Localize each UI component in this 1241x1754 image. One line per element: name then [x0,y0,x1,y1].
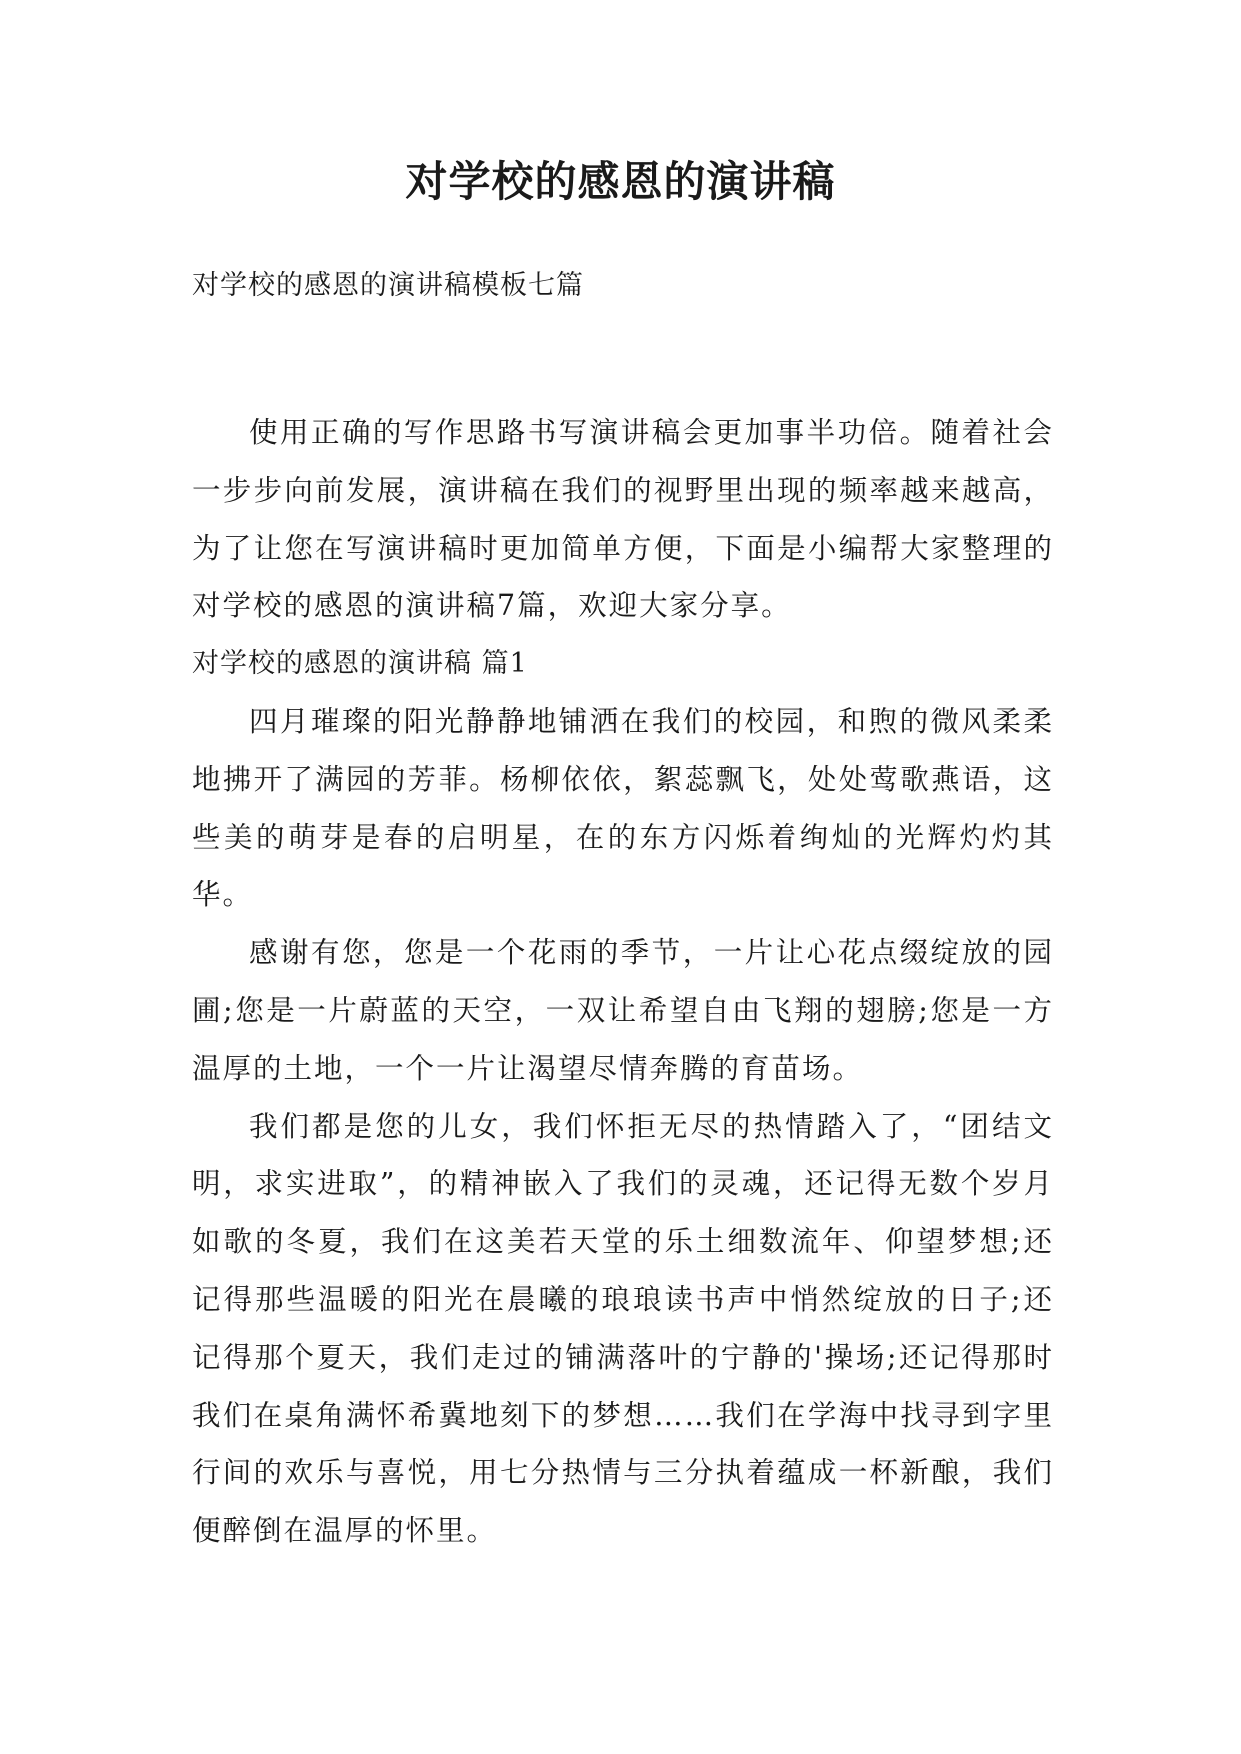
document-subtitle: 对学校的感恩的演讲稿模板七篇 [192,270,584,301]
document-body [192,404,1054,1560]
body-paragraph: 四月璀璨的阳光静静地铺洒在我们的校园，和煦的微风柔柔地拂开了满园的芳菲。杨柳依依，絮蕊飘飞，处处莺歌燕语，这些美的萌芽是春的启明星，在的东方闪烁着绚灿的光辉灼灼其华。 [192,704,1054,912]
intro-paragraph: 使用正确的写作思路书写演讲稿会更加事半功倍。随着社会一步步向前发展，演讲稿在我们的视野里出现的频率越来越高，为了让您在写演讲稿时更加简单方便，下面是小编帮大家整理的对学校的感恩的演讲稿7篇，欢迎大家分享。 [192,416,1054,623]
document-title: 对学校的感恩的演讲稿 [405,157,836,206]
section-heading: 对学校的感恩的演讲稿 篇1 [192,648,528,680]
body-paragraph: 感谢有您，您是一个花雨的季节，一片让心花点缀绽放的园圃;您是一片蔚蓝的天空，一双让希望自由飞翔的翅膀;您是一方温厚的土地，一个一片让渴望尽情奔腾的育苗场。 [192,936,1054,1085]
body-paragraph: 我们都是您的儿女，我们怀拒无尽的热情踏入了，“团结文明，求实进取”，的精神嵌入了我们的灵魂，还记得无数个岁月如歌的冬夏，我们在这美若天堂的乐土细数流年、仰望梦想;还记得那些温暖的阳光在晨曦的琅琅读书声中悄然绽放的日子;还记得那个夏天，我们走过的铺满落叶的宁静的'操场;还记得那时我们在桌角满怀希冀地刻下的梦想……我们在学海中找寻到字里行间的欢乐与喜悦，用七分热情与三分执着蕴成一杯新酿，我们便醉倒在温厚的怀里。 [192,1109,1054,1548]
